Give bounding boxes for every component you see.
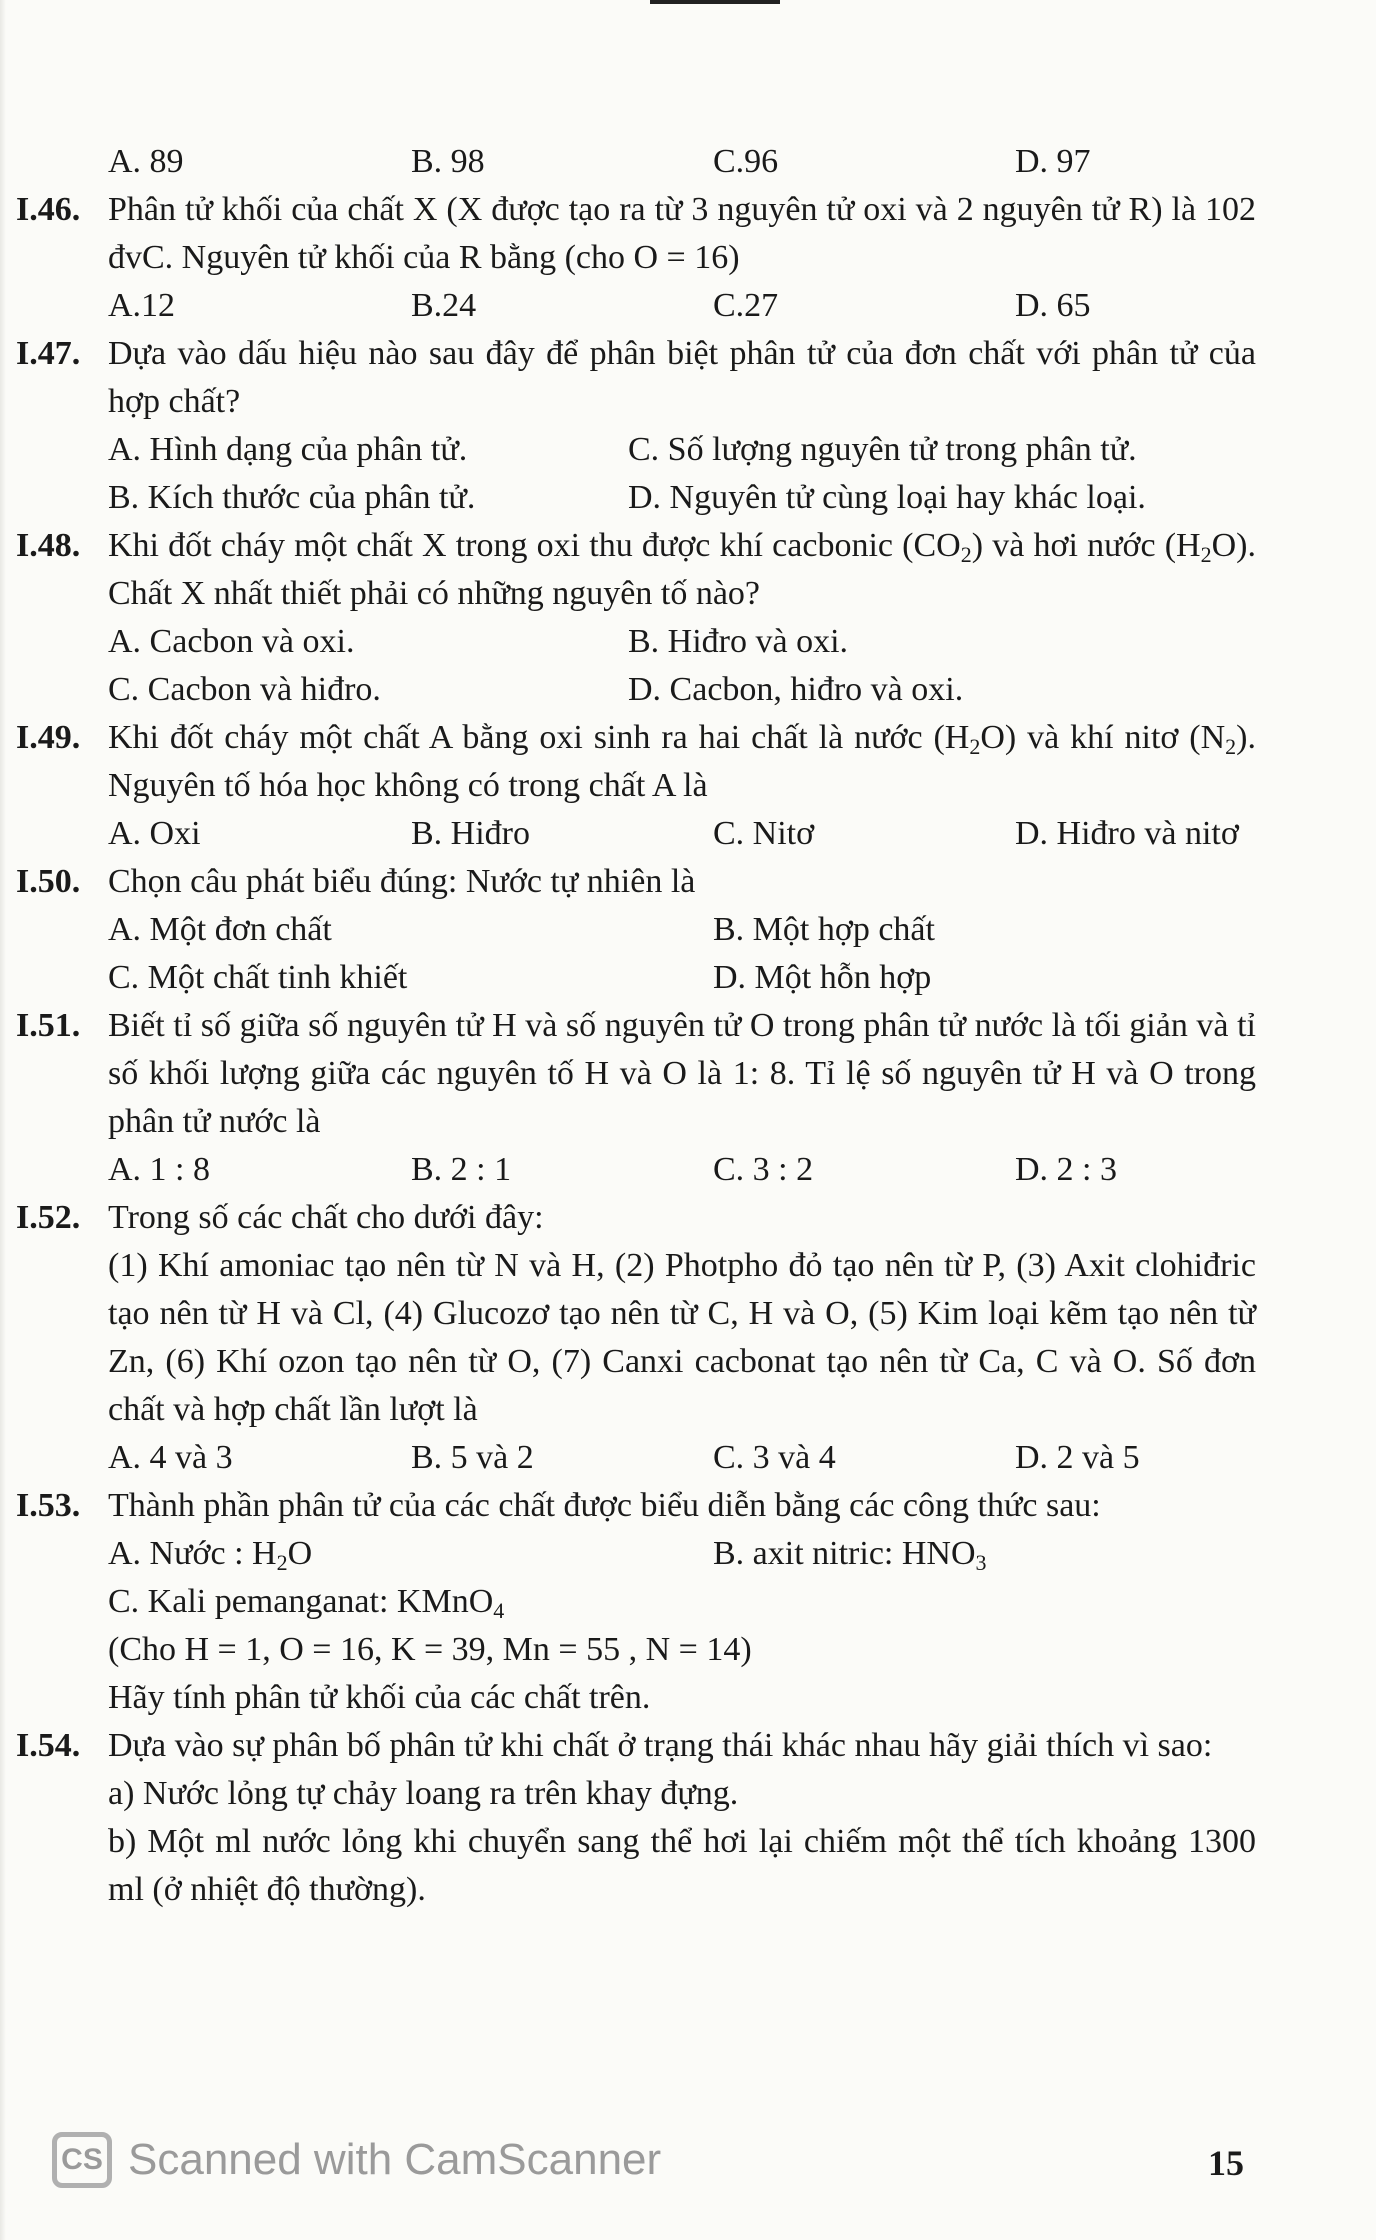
- formula-text: C. Kali pemanganat: KMnO: [108, 1583, 494, 1620]
- option: C.27: [713, 287, 779, 324]
- question-i54: [16, 1722, 1256, 1914]
- option: A. Hình dạng của phân tử.: [108, 431, 468, 468]
- page-content: [16, 138, 1256, 1914]
- question-number: I.54.: [16, 1727, 81, 1764]
- option: B. Một hợp chất: [713, 911, 935, 948]
- question-i47: [16, 330, 1256, 522]
- camscanner-logo-icon: CS: [52, 2132, 112, 2188]
- question-number: I.52.: [16, 1199, 81, 1236]
- option: A. 89: [108, 143, 184, 180]
- question-number: I.51.: [16, 1007, 81, 1044]
- question-i53: [16, 1482, 1256, 1722]
- question-stem: Phân tử khối của chất X (X được tạo ra từ 3 nguyên tử oxi và 2 nguyên tử R) là 102 đvC. Nguyên tử khối của R bằng (cho O = 16): [108, 191, 1256, 276]
- question-stem: [108, 522, 1256, 618]
- task-text: Hãy tính phân tử khối của các chất trên.: [108, 1679, 651, 1716]
- option: D. 97: [1015, 143, 1091, 180]
- question-i48: [16, 522, 1256, 714]
- option: B.24: [411, 287, 477, 324]
- option: B. 2 : 1: [411, 1151, 512, 1188]
- option: C. Một chất tinh khiết: [108, 959, 408, 996]
- subscript: 2: [1225, 734, 1237, 759]
- option: B. Hiđro: [411, 815, 530, 852]
- formula-c: [108, 1578, 1256, 1626]
- option: C. Số lượng nguyên tử trong phân tử.: [628, 431, 1137, 468]
- option: D. Nguyên tử cùng loại hay khác loại.: [628, 479, 1146, 516]
- option: C. Nitơ: [713, 815, 815, 852]
- subscript: 2: [960, 542, 972, 567]
- option: A. Oxi: [108, 815, 201, 852]
- stem-text: O). Chất X nhất thiết phải có những nguyên tố nào?: [108, 527, 1257, 612]
- subscript: 2: [969, 734, 981, 759]
- formula-text: B. axit nitric: HNO: [713, 1535, 976, 1572]
- option: B. 5 và 2: [411, 1439, 534, 1476]
- option: D. 65: [1015, 287, 1091, 324]
- formula-b: [713, 1530, 1256, 1578]
- option: D. Một hỗn hợp: [713, 959, 932, 996]
- formula-text: O: [287, 1535, 313, 1572]
- question-stem: Trong số các chất cho dưới đây:: [108, 1199, 544, 1236]
- question-number: I.49.: [16, 719, 81, 756]
- question-i51: [16, 1002, 1256, 1194]
- option: D. Hiđro và nitơ: [1015, 815, 1239, 852]
- stem-text: ). Nguyên tố hóa học không có trong chất A là: [108, 719, 1256, 804]
- option: B. 98: [411, 143, 485, 180]
- option: D. Cacbon, hiđro và oxi.: [628, 671, 964, 708]
- question-stem: Dựa vào sự phân bố phân tử khi chất ở trạng thái khác nhau hãy giải thích vì sao:: [108, 1727, 1213, 1764]
- option: C. Cacbon và hiđro.: [108, 671, 381, 708]
- option: A.12: [108, 287, 176, 324]
- watermark-text: Scanned with CamScanner: [128, 2135, 662, 2184]
- question-number: I.50.: [16, 863, 81, 900]
- option: C.96: [713, 143, 779, 180]
- option: A. Cacbon và oxi.: [108, 623, 355, 660]
- question-number: I.48.: [16, 527, 81, 564]
- page-number: 15: [1208, 2143, 1244, 2183]
- previous-question-options: [16, 138, 1256, 186]
- sub-question-b: b) Một ml nước lỏng khi chuyển sang thể hơi lại chiếm một thể tích khoảng 1300 ml (ở nhiệt độ thường).: [108, 1823, 1256, 1908]
- subscript: 4: [493, 1598, 505, 1623]
- stem-text: Khi đốt cháy một chất A bằng oxi sinh ra hai chất là nước (H: [108, 719, 970, 756]
- question-stem: Biết tỉ số giữa số nguyên tử H và số nguyên tử O trong phân tử nước là tối giản và tỉ số khối lượng giữa các nguyên tố H và O là 1: 8. Tỉ lệ số nguyên tử H và O trong phân tử nước là: [108, 1007, 1256, 1140]
- option: A. 1 : 8: [108, 1151, 210, 1188]
- subscript: 2: [1200, 542, 1212, 567]
- option: D. 2 : 3: [1015, 1151, 1117, 1188]
- stem-text: Khi đốt cháy một chất X trong oxi thu được khí cacbonic (CO: [108, 527, 961, 564]
- camscanner-watermark: [52, 2132, 661, 2188]
- question-i49: [16, 714, 1256, 858]
- question-stem: Dựa vào dấu hiệu nào sau đây để phân biệt phân tử của đơn chất với phân tử của hợp chất?: [108, 335, 1256, 420]
- option: B. Hiđro và oxi.: [628, 623, 849, 660]
- question-number: I.46.: [16, 191, 81, 228]
- question-body: (1) Khí amoniac tạo nên từ N và H, (2) Photpho đỏ tạo nên từ P, (3) Axit clohiđric tạo nên từ H và Cl, (4) Glucozơ tạo nên từ C, H và O, (5) Kim loại kẽm tạo nên từ Zn, (6) Khí ozon tạo nên từ O, (7) Canxi cacbonat tạo nên từ Ca, C và O. Số đơn chất và hợp chất lần lượt là: [108, 1247, 1256, 1428]
- question-stem: [108, 714, 1256, 810]
- question-number: I.53.: [16, 1487, 81, 1524]
- question-i52: [16, 1194, 1256, 1482]
- question-i46: [16, 186, 1256, 330]
- formula-a: [108, 1530, 713, 1578]
- option: D. 2 và 5: [1015, 1439, 1140, 1476]
- question-stem: Thành phần phân tử của các chất được biểu diễn bằng các công thức sau:: [108, 1487, 1101, 1524]
- option: C. 3 và 4: [713, 1439, 836, 1476]
- top-rule: [650, 0, 780, 4]
- option: C. 3 : 2: [713, 1151, 814, 1188]
- option: A. Một đơn chất: [108, 911, 332, 948]
- option: B. Kích thước của phân tử.: [108, 479, 476, 516]
- subscript: 2: [276, 1550, 288, 1575]
- formula-text: A. Nước : H: [108, 1535, 277, 1572]
- scan-edge-shadow: [0, 0, 6, 2240]
- stem-text: ) và hơi nước (H: [971, 527, 1201, 564]
- question-i50: [16, 858, 1256, 1002]
- given-masses: (Cho H = 1, O = 16, K = 39, Mn = 55 , N = 14): [108, 1631, 752, 1668]
- question-number: I.47.: [16, 335, 81, 372]
- question-stem: Chọn câu phát biểu đúng: Nước tự nhiên là: [108, 863, 696, 900]
- stem-text: O) và khí nitơ (N: [980, 719, 1226, 756]
- sub-question-a: a) Nước lỏng tự chảy loang ra trên khay đựng.: [108, 1775, 739, 1812]
- option: A. 4 và 3: [108, 1439, 233, 1476]
- subscript: 3: [975, 1550, 987, 1575]
